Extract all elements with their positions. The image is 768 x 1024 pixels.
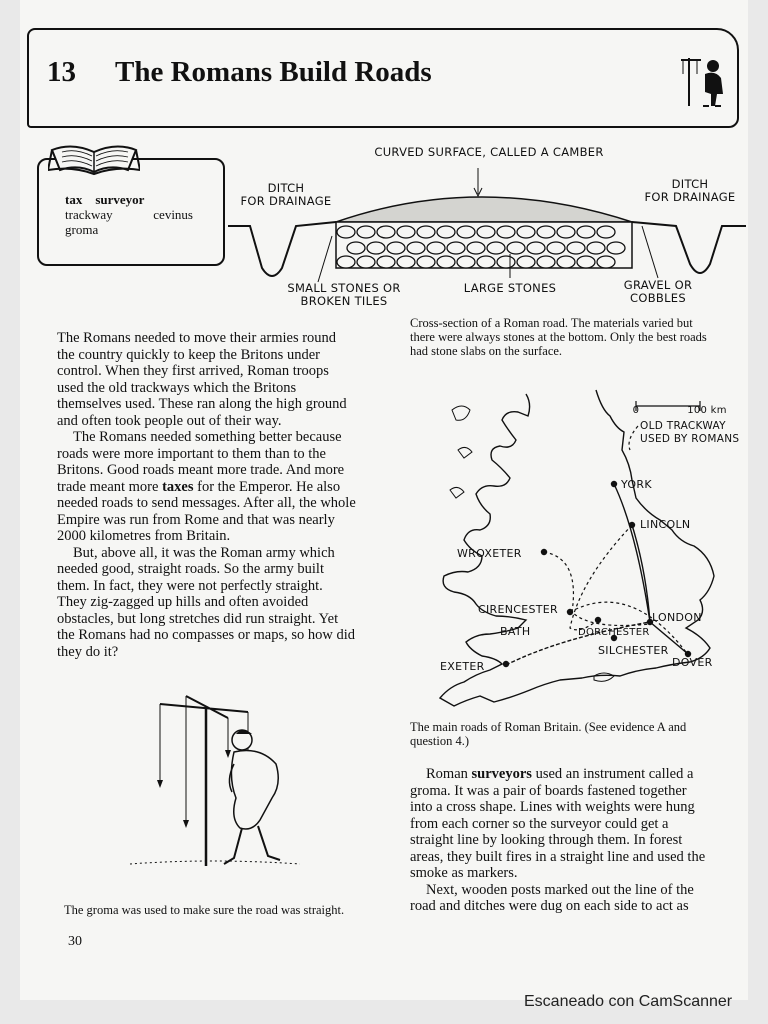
page-number: 30 <box>68 934 82 949</box>
map-label-dover: DOVER <box>672 656 713 669</box>
map-label-cirencester: CIRENCESTER <box>478 603 558 616</box>
large-stones-label: LARGE STONES <box>463 281 557 295</box>
stone <box>437 226 455 238</box>
stone <box>517 256 535 268</box>
surveyor-icon <box>679 52 729 108</box>
gravel-label: GRAVEL OR COBBLES <box>623 278 693 305</box>
map-label-silchester: SILCHESTER <box>598 644 669 657</box>
stone <box>337 256 355 268</box>
scanner-watermark: Escaneado con CamScanner <box>524 993 733 1010</box>
road-london-york <box>614 484 650 622</box>
road-camber <box>336 197 632 222</box>
stone <box>537 256 555 268</box>
stone <box>477 256 495 268</box>
keyword: tax <box>65 192 83 207</box>
map-label-bath: BATH <box>500 625 531 638</box>
stone <box>347 242 365 254</box>
trackway-lincoln-bath <box>570 525 632 630</box>
stone <box>417 256 435 268</box>
stone <box>527 242 545 254</box>
stone <box>547 242 565 254</box>
stone <box>557 226 575 238</box>
body-text-right <box>410 766 742 915</box>
stone <box>517 226 535 238</box>
stone <box>567 242 585 254</box>
map-scale-end: 100 km <box>687 405 727 416</box>
stone <box>377 226 395 238</box>
keyword-taxes: taxes <box>162 478 194 495</box>
stone <box>487 242 505 254</box>
ditch-right-label: DITCH FOR DRAINAGE <box>644 177 736 204</box>
stone <box>497 226 515 238</box>
stone <box>597 256 615 268</box>
map-label-york: YORK <box>621 478 652 491</box>
paragraph: Next, wooden posts marked out the line of the road and ditches were dug on each side to act as <box>410 881 694 914</box>
stone <box>597 226 615 238</box>
map-legend: OLD TRACKWAY USED BY ROMANS <box>640 420 740 445</box>
paragraph: The Romans needed to move their armies round the country quickly to keep the Britons under control. When they first arrived, Roman troops used the old trackways which the Britons themselves used. These ran along the high ground and often took people out of their way. <box>57 330 347 429</box>
map-label-wroxeter: WROXETER <box>457 547 522 560</box>
stone <box>427 242 445 254</box>
stone <box>607 242 625 254</box>
map-label-london: LONDON <box>652 611 702 624</box>
stone <box>457 226 475 238</box>
keyword: cevinus <box>153 207 193 222</box>
stone <box>467 242 485 254</box>
stone <box>407 242 425 254</box>
chapter-title: The Romans Build Roads <box>115 56 432 88</box>
stone <box>377 256 395 268</box>
keyword: groma <box>65 222 99 237</box>
camber-label: CURVED SURFACE, CALLED A CAMBER <box>374 145 604 159</box>
ditch-left-label: DITCH FOR DRAINAGE <box>240 181 332 208</box>
chapter-header <box>27 28 739 128</box>
keyword: surveyor <box>95 192 145 207</box>
stone-pattern <box>337 226 625 268</box>
stone <box>357 256 375 268</box>
stone <box>447 242 465 254</box>
small-stones-label: SMALL STONES OR BROKEN TILES <box>287 281 401 308</box>
stone <box>497 256 515 268</box>
paragraph: Roman surveyors used an instrument called a groma. It was a pair of boards fastened together into a cross shape. Lines with weights were hung from each corner so the surveyor could get a straight line by looking through them. In forest areas, they built fires in a straight line and used the smoke as markers. <box>410 766 706 881</box>
trackway-wroxeter-london <box>544 552 650 626</box>
body-text-left <box>57 330 381 660</box>
map-caption: The main roads of Roman Britain. (See evidence A and question 4.) <box>410 720 687 748</box>
stone <box>537 226 555 238</box>
stone <box>357 226 375 238</box>
stone <box>557 256 575 268</box>
stone <box>437 256 455 268</box>
stone <box>337 226 355 238</box>
groma-illustration <box>120 688 310 874</box>
chapter-number: 13 <box>47 56 76 88</box>
stone <box>577 226 595 238</box>
keyword-surveyors: surveyors <box>471 766 532 782</box>
map-label-dorchester: DORCHESTER <box>578 627 650 638</box>
stone <box>577 256 595 268</box>
groma-caption: The groma was used to make sure the road was straight. <box>64 903 345 917</box>
map-scale-zero: 0 <box>632 405 640 416</box>
stone <box>387 242 405 254</box>
stone <box>397 256 415 268</box>
cross-section-caption: Cross-section of a Roman road. The materials varied but there were always stones at the bottom. Only the best roads had stone slabs on the surface. <box>410 316 707 358</box>
stone <box>417 226 435 238</box>
map-label-lincoln: LINCOLN <box>640 518 691 531</box>
stone <box>477 226 495 238</box>
paragraph: But, above all, it was the Roman army which needed good, straight roads. So the army built them. In fact, they were not perfectly straight. They zig-zagged up hills and often avoided obstacles, but long stretches did run straight. Yet the Romans had no compasses or maps, so how did they do it? <box>57 544 356 660</box>
map-label-exeter: EXETER <box>440 660 485 673</box>
stone <box>457 256 475 268</box>
stone <box>397 226 415 238</box>
keyword: trackway <box>65 207 113 222</box>
stone <box>367 242 385 254</box>
stone <box>587 242 605 254</box>
stone <box>507 242 525 254</box>
paragraph: The Romans needed something better because roads were more important to them than to the Britons. Good roads meant more trade. And more trade meant more taxes for the Emperor. He also needed roads to send messages. After all, the whole Empire was run from Rome and that was nearly 2000 kilometres from Britain. <box>57 429 356 544</box>
